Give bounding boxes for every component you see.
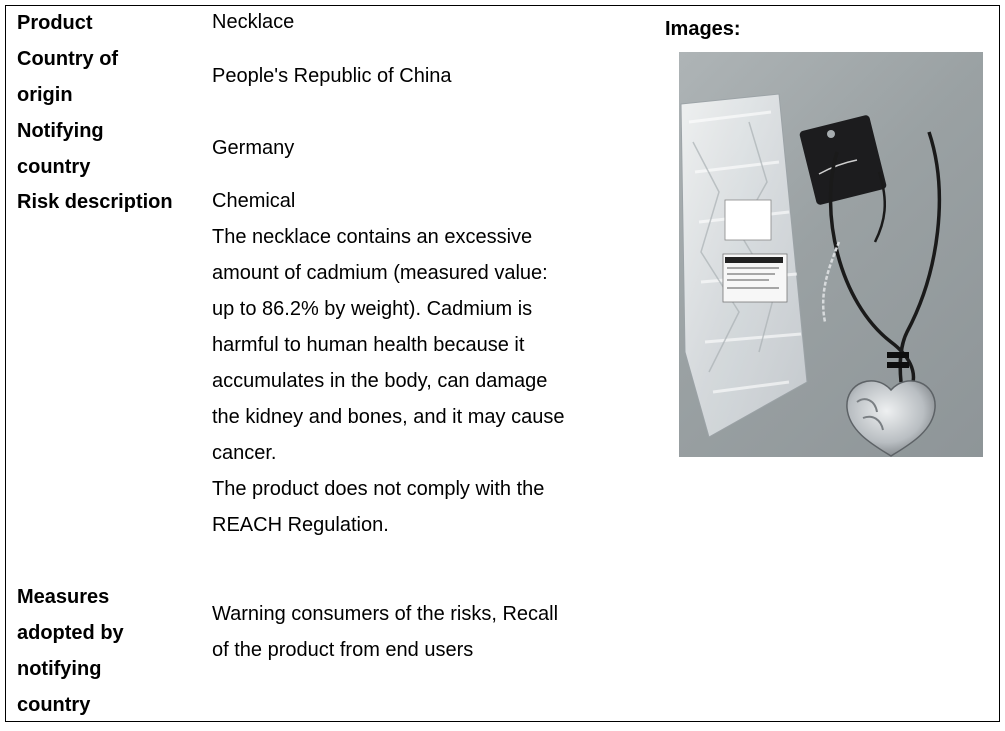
measures-value xyxy=(212,596,558,668)
country-of-origin-value: People's Republic of China xyxy=(212,65,452,87)
risk-line-9: REACH Regulation. xyxy=(212,514,389,536)
measures-label-line1: Measures xyxy=(17,586,110,608)
country-of-origin-label xyxy=(17,41,118,113)
notifying-country-value: Germany xyxy=(212,137,295,159)
measures-label-line4: country xyxy=(17,694,91,716)
risk-description-value xyxy=(212,183,564,543)
measures-label-line2: adopted by xyxy=(17,622,124,644)
risk-line-3: up to 86.2% by weight). Cadmium is xyxy=(212,298,533,320)
measures-line-2: of the product from end users xyxy=(212,639,474,661)
notifying-country-label-line1: Notifying xyxy=(17,120,104,142)
measures-line-1: Warning consumers of the risks, Recall xyxy=(212,603,559,625)
product-label: Product xyxy=(17,12,93,34)
images-title: Images: xyxy=(665,18,741,40)
notifying-country-label xyxy=(17,113,104,185)
necklace-photo-illustration xyxy=(679,52,983,457)
risk-line-4: harmful to human health because it xyxy=(212,334,525,356)
risk-line-7: cancer. xyxy=(212,442,277,464)
country-of-origin-label-line1: Country of xyxy=(17,48,119,70)
risk-line-2: amount of cadmium (measured value: xyxy=(212,262,548,284)
risk-line-1: The necklace contains an excessive xyxy=(212,226,533,248)
product-photo xyxy=(679,52,983,457)
risk-description-label: Risk description xyxy=(17,191,173,213)
risk-line-6: the kidney and bones, and it may cause xyxy=(212,406,565,428)
measures-label-line3: notifying xyxy=(17,658,102,680)
notifying-country-label-line2: country xyxy=(17,156,91,178)
country-of-origin-label-line2: origin xyxy=(17,84,73,106)
measures-label xyxy=(17,579,124,723)
risk-line-5: accumulates in the body, can damage xyxy=(212,370,548,392)
risk-line-8: The product does not comply with the xyxy=(212,478,545,500)
risk-type: Chemical xyxy=(212,190,296,212)
product-value: Necklace xyxy=(212,11,295,33)
